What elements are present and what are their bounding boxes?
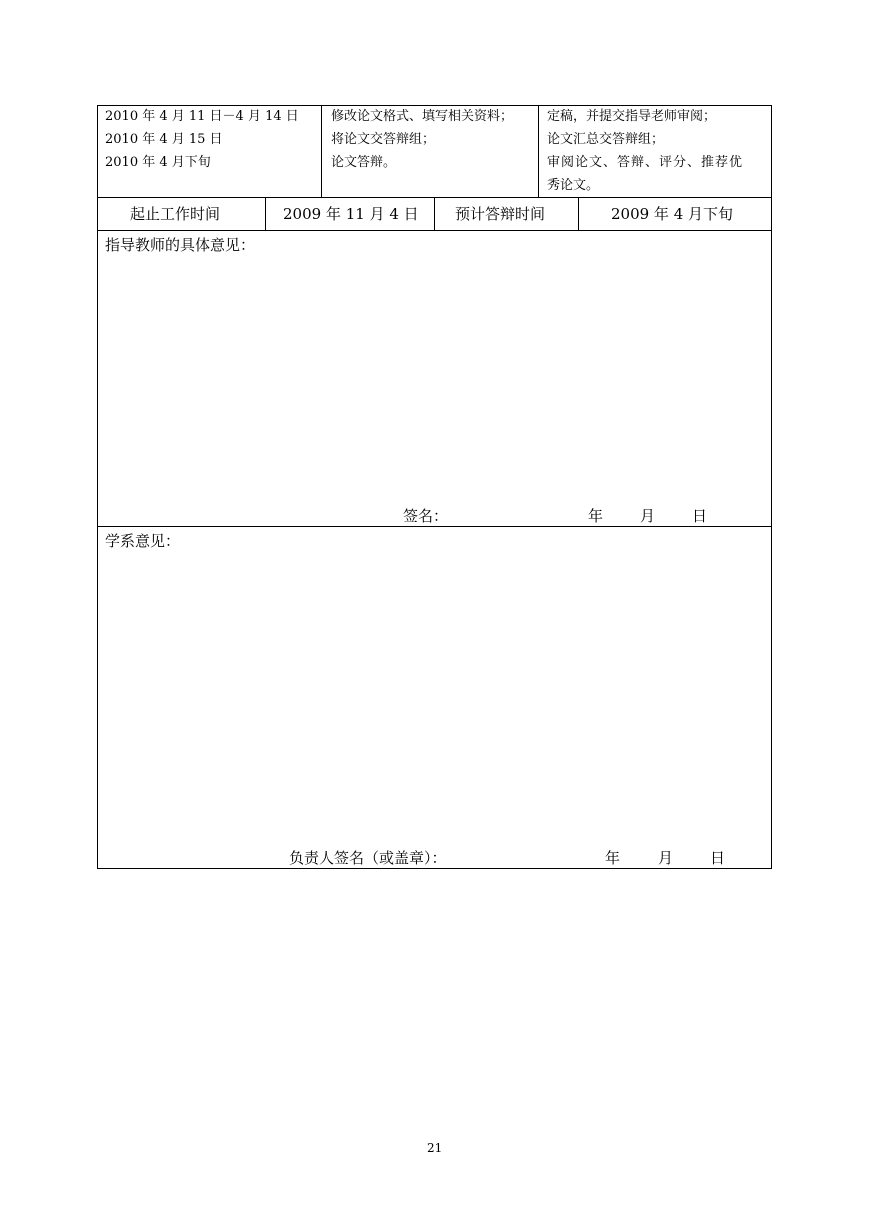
- schedule-goal-1: 定稿，并提交指导老师审阅；: [547, 109, 717, 124]
- dept-month-label: 月: [658, 849, 674, 867]
- schedule-divider-2: [538, 105, 539, 198]
- schedule-divider-1: [321, 105, 322, 198]
- advisor-signature-label: 签名：: [403, 507, 449, 525]
- schedule-task-1: 修改论文格式、填写相关资料；: [331, 109, 514, 124]
- dept-year-label: 年: [605, 849, 621, 867]
- schedule-dates: [105, 105, 299, 174]
- timeline-divider-1: [265, 197, 266, 231]
- schedule-tasks: [331, 105, 513, 174]
- schedule-task-2: 将论文交答辩组；: [331, 132, 436, 147]
- advisor-opinion-label: 指导教师的具体意见：: [105, 236, 256, 254]
- advisor-month-label: 月: [640, 507, 656, 525]
- page-number: 21: [427, 1141, 443, 1155]
- start-end-label: 起止工作时间: [130, 205, 221, 223]
- schedule-goal-2: 论文汇总交答辩组；: [547, 132, 665, 147]
- schedule-date-2: 2010 年 4 月 15 日: [105, 132, 223, 147]
- advisor-day-label: 日: [692, 507, 708, 525]
- schedule-goal-4: 秀论文。: [547, 178, 600, 193]
- schedule-date-3: 2010 年 4 月下旬: [105, 155, 211, 170]
- timeline-divider-2: [434, 197, 435, 231]
- schedule-date-1: 2010 年 4 月 11 日－4 月 14 日: [105, 109, 299, 124]
- schedule-goals: [547, 105, 743, 197]
- start-end-value: 2009 年 11 月 4 日: [283, 205, 419, 223]
- schedule-task-3: 论文答辩。: [331, 155, 397, 170]
- dept-opinion-label: 学系意见：: [105, 532, 181, 550]
- advisor-opinion-box: [97, 230, 772, 527]
- schedule-goal-3: 审阅论文、答辩、评分、推荐优: [547, 155, 744, 170]
- defense-value: 2009 年 4 月下旬: [611, 205, 734, 223]
- advisor-year-label: 年: [588, 507, 604, 525]
- dept-opinion-box: [97, 526, 772, 869]
- timeline-divider-3: [578, 197, 579, 231]
- defense-label: 预计答辩时间: [455, 205, 546, 223]
- dept-day-label: 日: [710, 849, 726, 867]
- dept-signature-label: 负责人签名（或盖章）：: [289, 849, 447, 867]
